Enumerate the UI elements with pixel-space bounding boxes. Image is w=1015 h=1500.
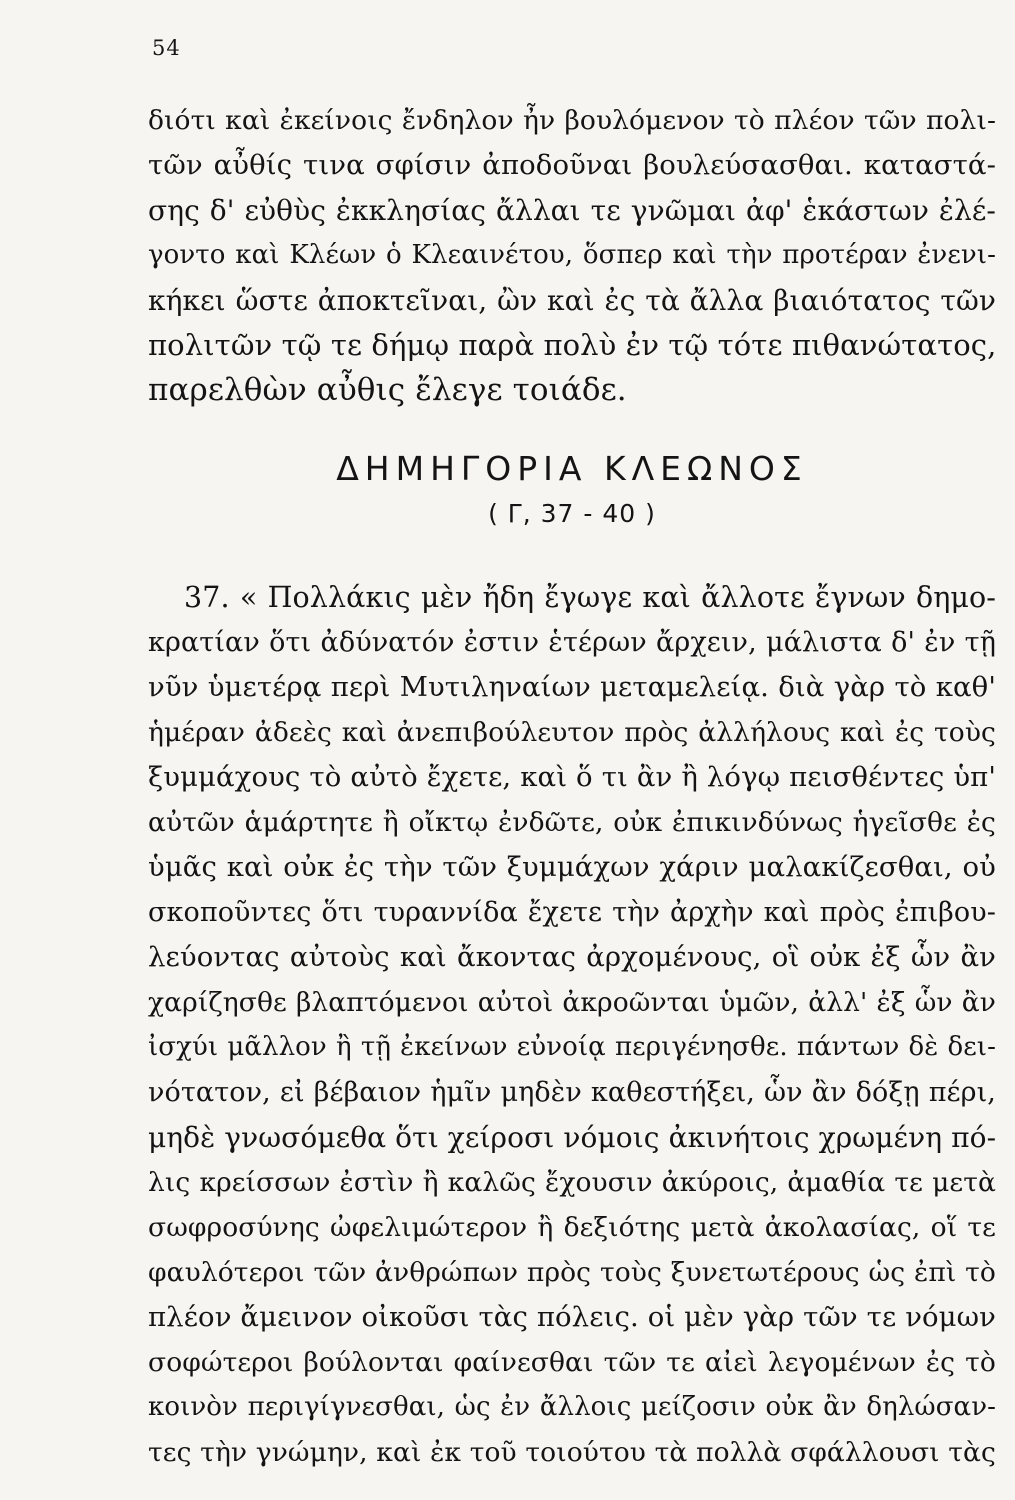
page-number: 54 — [152, 36, 181, 60]
text-line: ὑμᾶς καὶ οὐκ ἐς τὴν τῶν ξυμμάχων χάριν μαλακίζεσθαι, οὐ — [148, 851, 996, 883]
text-line: ξυμμάχους τὸ αὐτὸ ἔχετε, καὶ ὅ τι ἂν ἢ λόγῳ πεισθέντες ὑπ' — [148, 761, 996, 793]
speech-paragraph — [148, 575, 996, 1475]
text-line: 37. « Πολλάκις μὲν ἤδη ἔγωγε καὶ ἄλλοτε ἔγνων δημο- — [184, 581, 996, 614]
text-line: σης δ' εὐθὺς ἐκκλησίας ἄλλαι τε γνῶμαι ἀφ' ἑκάστων ἐλέ- — [148, 194, 996, 227]
text-line: σκοποῦντες ὅτι τυραννίδα ἔχετε τὴν ἀρχὴν καὶ πρὸς ἐπιβου- — [148, 897, 996, 928]
text-line: νῦν ὑμετέρᾳ περὶ Μυτιληναίων μεταμελείᾳ. διὰ γὰρ τὸ καθ' — [148, 671, 996, 703]
text-line: γοντο καὶ Κλέων ὁ Κλεαινέτου, ὅσπερ καὶ τὴν προτέραν ἐνενι- — [148, 240, 996, 270]
text-line: σοφώτεροι βούλονται φαίνεσθαι τῶν τε αἰεὶ λεγομένων ἐς τὸ — [148, 1347, 996, 1378]
text-line: διότι καὶ ἐκείνοις ἔνδηλον ἦν βουλόμενον τὸ πλέον τῶν πολι- — [148, 105, 996, 136]
text-line: παρελθὼν αὖθις ἔλεγε τοιάδε. — [148, 372, 627, 408]
text-line: λεύοντας αὐτοὺς καὶ ἄκοντας ἀρχομένους, οἳ οὐκ ἐξ ὧν ἂν — [148, 941, 996, 973]
text-line: τῶν αὖθίς τινα σφίσιν ἀποδοῦναι βουλεύσασθαι. καταστά- — [148, 149, 996, 181]
intro-paragraph — [148, 98, 996, 413]
text-line: τες τὴν γνώμην, καὶ ἐκ τοῦ τοιούτου τὰ πολλὰ σφάλλουσι τὰς — [148, 1437, 996, 1468]
text-line: ἡμέραν ἀδεὲς καὶ ἀνεπιβούλευτον πρὸς ἀλλήλους καὶ ἐς τοὺς — [148, 717, 996, 748]
section-reference: ( Γ, 37 - 40 ) — [488, 499, 656, 528]
text-line: λις κρείσσων ἐστὶν ἢ καλῶς ἔχουσιν ἀκύροις, ἀμαθία τε μετὰ — [148, 1167, 996, 1198]
text-line: νότατον, εἰ βέβαιον ἡμῖν μηδὲν καθεστήξει, ὧν ἂν δόξῃ πέρι, — [148, 1077, 996, 1108]
text-line: φαυλότεροι τῶν ἀνθρώπων πρὸς τοὺς ξυνετωτέρους ὡς ἐπὶ τὸ — [148, 1257, 996, 1288]
text-line: πλέον ἄμεινον οἰκοῦσι τὰς πόλεις. οἱ μὲν γὰρ τῶν τε νόμων — [148, 1301, 996, 1333]
text-line: χαρίζησθε βλαπτόμενοι αὐτοὶ ἀκροῶνται ὑμῶν, ἀλλ' ἐξ ὧν ἂν — [148, 987, 996, 1018]
text-line: μηδὲ γνωσόμεθα ὅτι χείροσι νόμοις ἀκινήτοις χρωμένη πό- — [148, 1121, 997, 1154]
text-line: κρατίαν ὅτι ἀδύνατόν ἐστιν ἑτέρων ἄρχειν, μάλιστα δ' ἐν τῇ — [148, 627, 996, 658]
text-line: κοινὸν περιγίγνεσθαι, ὡς ἐν ἄλλοις μείζοσιν οὐκ ἂν δηλώσαν- — [148, 1392, 996, 1422]
section-heading: ΔΗΜΗΓΟΡΙΑ ΚΛΕΩΝΟΣ — [336, 449, 808, 488]
text-line: αὐτῶν ἁμάρτητε ἢ οἴκτῳ ἐνδῶτε, οὐκ ἐπικινδύνως ἡγεῖσθε ἐς — [148, 807, 996, 838]
text-line: κήκει ὥστε ἀποκτεῖναι, ὢν καὶ ἐς τὰ ἄλλα βιαιότατος τῶν — [148, 284, 996, 317]
text-line: πολιτῶν τῷ τε δήμῳ παρὰ πολὺ ἐν τῷ τότε πιθανώτατος, — [148, 328, 997, 362]
text-line: ἰσχύι μᾶλλον ἢ τῇ ἐκείνων εὐνοίᾳ περιγένησθε. πάντων δὲ δει- — [148, 1032, 996, 1062]
text-line: σωφροσύνης ὠφελιμώτερον ἢ δεξιότης μετὰ ἀκολασίας, οἵ τε — [148, 1212, 996, 1243]
